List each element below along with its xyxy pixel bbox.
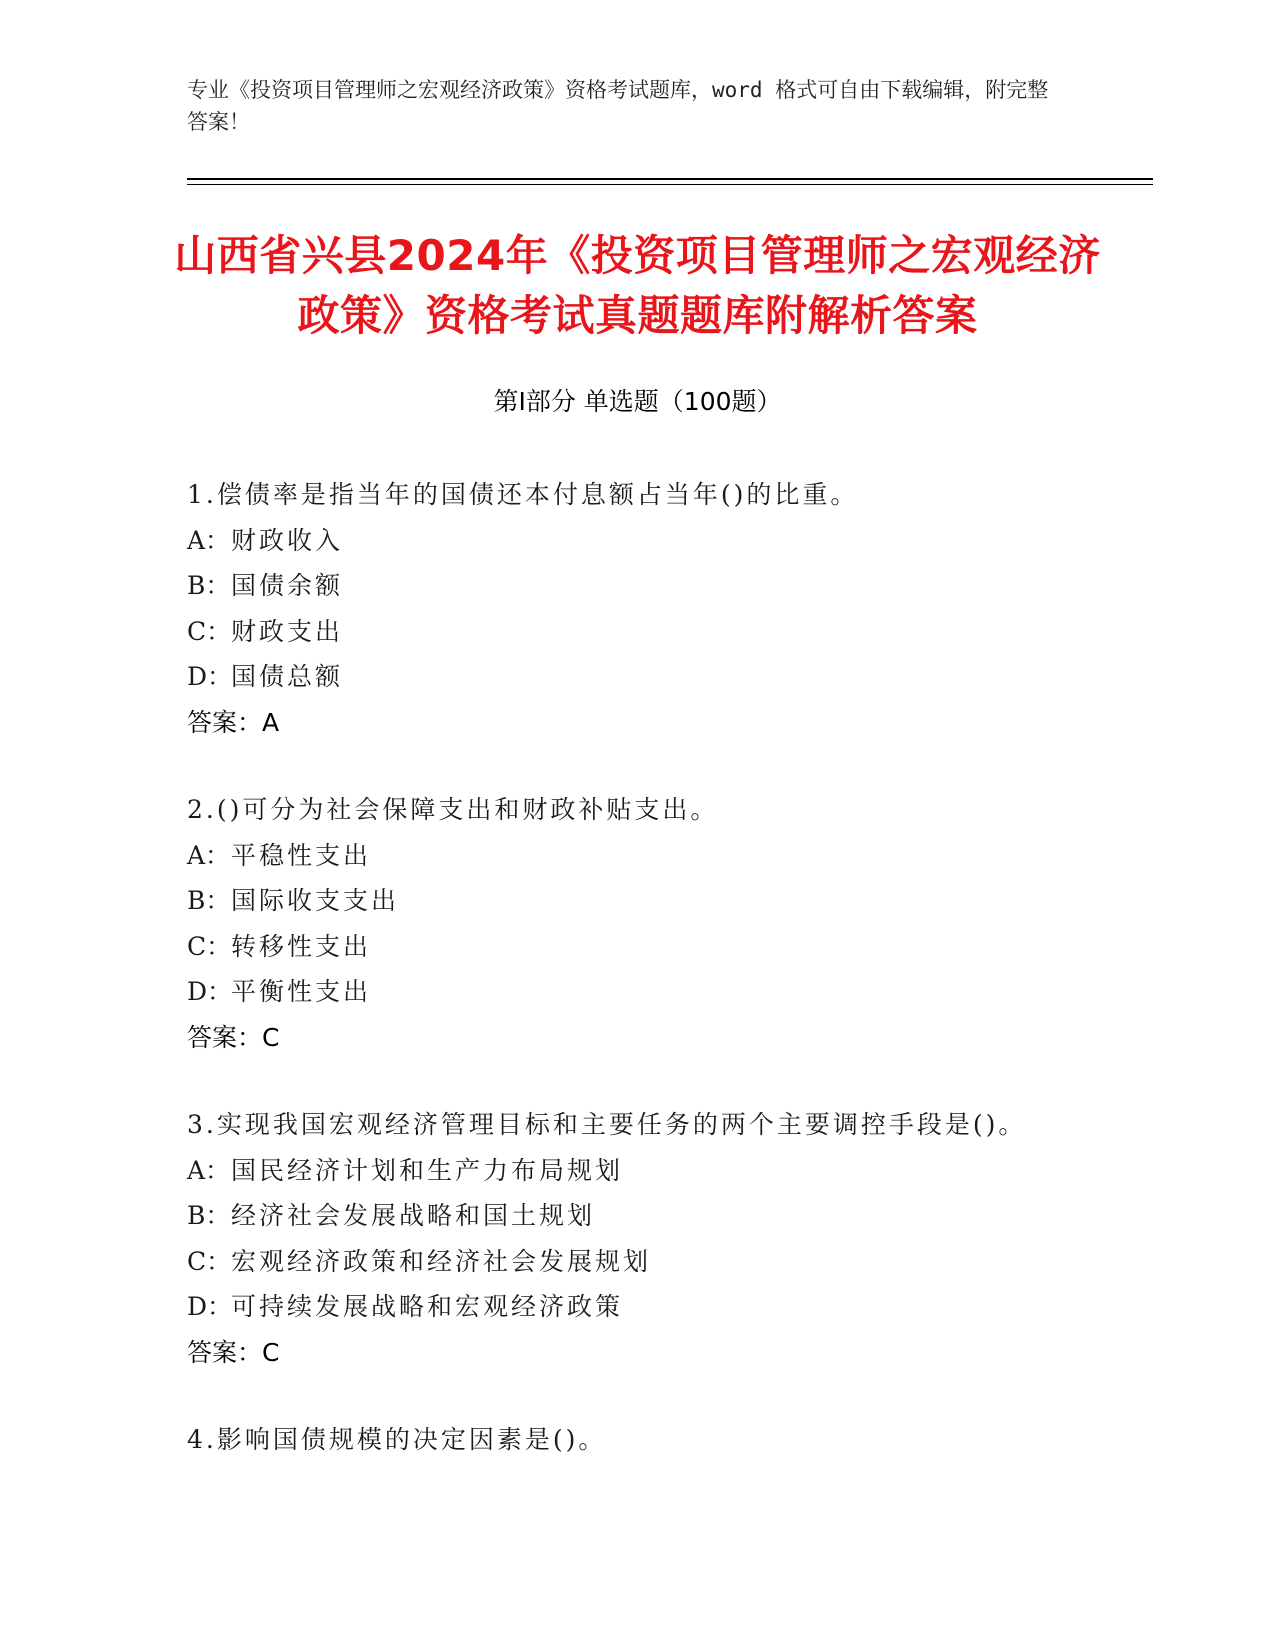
option-key: C：	[187, 616, 232, 646]
option-text: 宏观经济政策和经济社会发展规划	[231, 1246, 652, 1276]
option-text: 财政支出	[231, 616, 344, 646]
option-d	[187, 969, 1147, 1015]
option-key: A：	[187, 525, 231, 555]
option-text: 国债总额	[231, 662, 344, 691]
answer: 答案：C	[187, 1337, 280, 1367]
option-a	[187, 518, 1147, 564]
document-title: 山西省兴县2024年《投资项目管理师之宏观经济政策》资格考试真题题库附解析答案	[174, 231, 1101, 340]
question-list	[187, 472, 1147, 1505]
option-text: 转移性支出	[231, 931, 372, 961]
option-key: D：	[187, 1292, 233, 1321]
question-4	[187, 1417, 1147, 1463]
option-d	[187, 1284, 1147, 1330]
answer: 答案：C	[187, 1022, 280, 1052]
header-note: 专业《投资项目管理师之宏观经济政策》资格考试题库，word 格式可自由下载编辑，附完整答案！	[187, 78, 1049, 134]
question-3	[187, 1102, 1147, 1375]
option-text: 平衡性支出	[231, 977, 372, 1006]
option-text: 国民经济计划和生产力布局规划	[231, 1155, 624, 1185]
option-key: D：	[187, 662, 233, 691]
option-a	[187, 1148, 1147, 1194]
question-stem: 4.影响国债规模的决定因素是()。	[187, 1425, 607, 1454]
header-divider-thin	[187, 184, 1153, 185]
option-text: 平稳性支出	[231, 840, 372, 870]
option-b	[187, 1193, 1147, 1239]
option-text: 国际收支支出	[231, 886, 400, 915]
option-b	[187, 878, 1147, 924]
option-key: D：	[187, 977, 233, 1006]
option-c	[187, 609, 1147, 655]
option-c	[187, 924, 1147, 970]
question-stem: 3.实现我国宏观经济管理目标和主要任务的两个主要调控手段是()。	[187, 1110, 1027, 1139]
option-b	[187, 563, 1147, 609]
option-key: A：	[187, 840, 231, 870]
option-text: 国债余额	[231, 571, 344, 600]
option-key: C：	[187, 931, 232, 961]
option-c	[187, 1239, 1147, 1285]
option-key: B：	[187, 1201, 231, 1230]
option-text: 经济社会发展战略和国土规划	[231, 1201, 596, 1230]
option-text: 财政收入	[231, 525, 344, 555]
question-2	[187, 787, 1147, 1060]
option-a	[187, 833, 1147, 879]
option-d	[187, 654, 1147, 700]
question-1	[187, 472, 1147, 745]
option-key: C：	[187, 1246, 232, 1276]
option-key: A：	[187, 1155, 231, 1185]
option-key: B：	[187, 571, 231, 600]
option-key: B：	[187, 886, 231, 915]
option-text: 可持续发展战略和宏观经济政策	[231, 1292, 624, 1321]
answer: 答案：A	[187, 707, 280, 737]
header-divider-thick	[187, 178, 1153, 180]
section-title: 第Ⅰ部分 单选题（100题）	[493, 387, 782, 416]
question-stem: 1.偿债率是指当年的国债还本付息额占当年()的比重。	[187, 480, 859, 509]
question-stem: 2.()可分为社会保障支出和财政补贴支出。	[187, 795, 719, 824]
